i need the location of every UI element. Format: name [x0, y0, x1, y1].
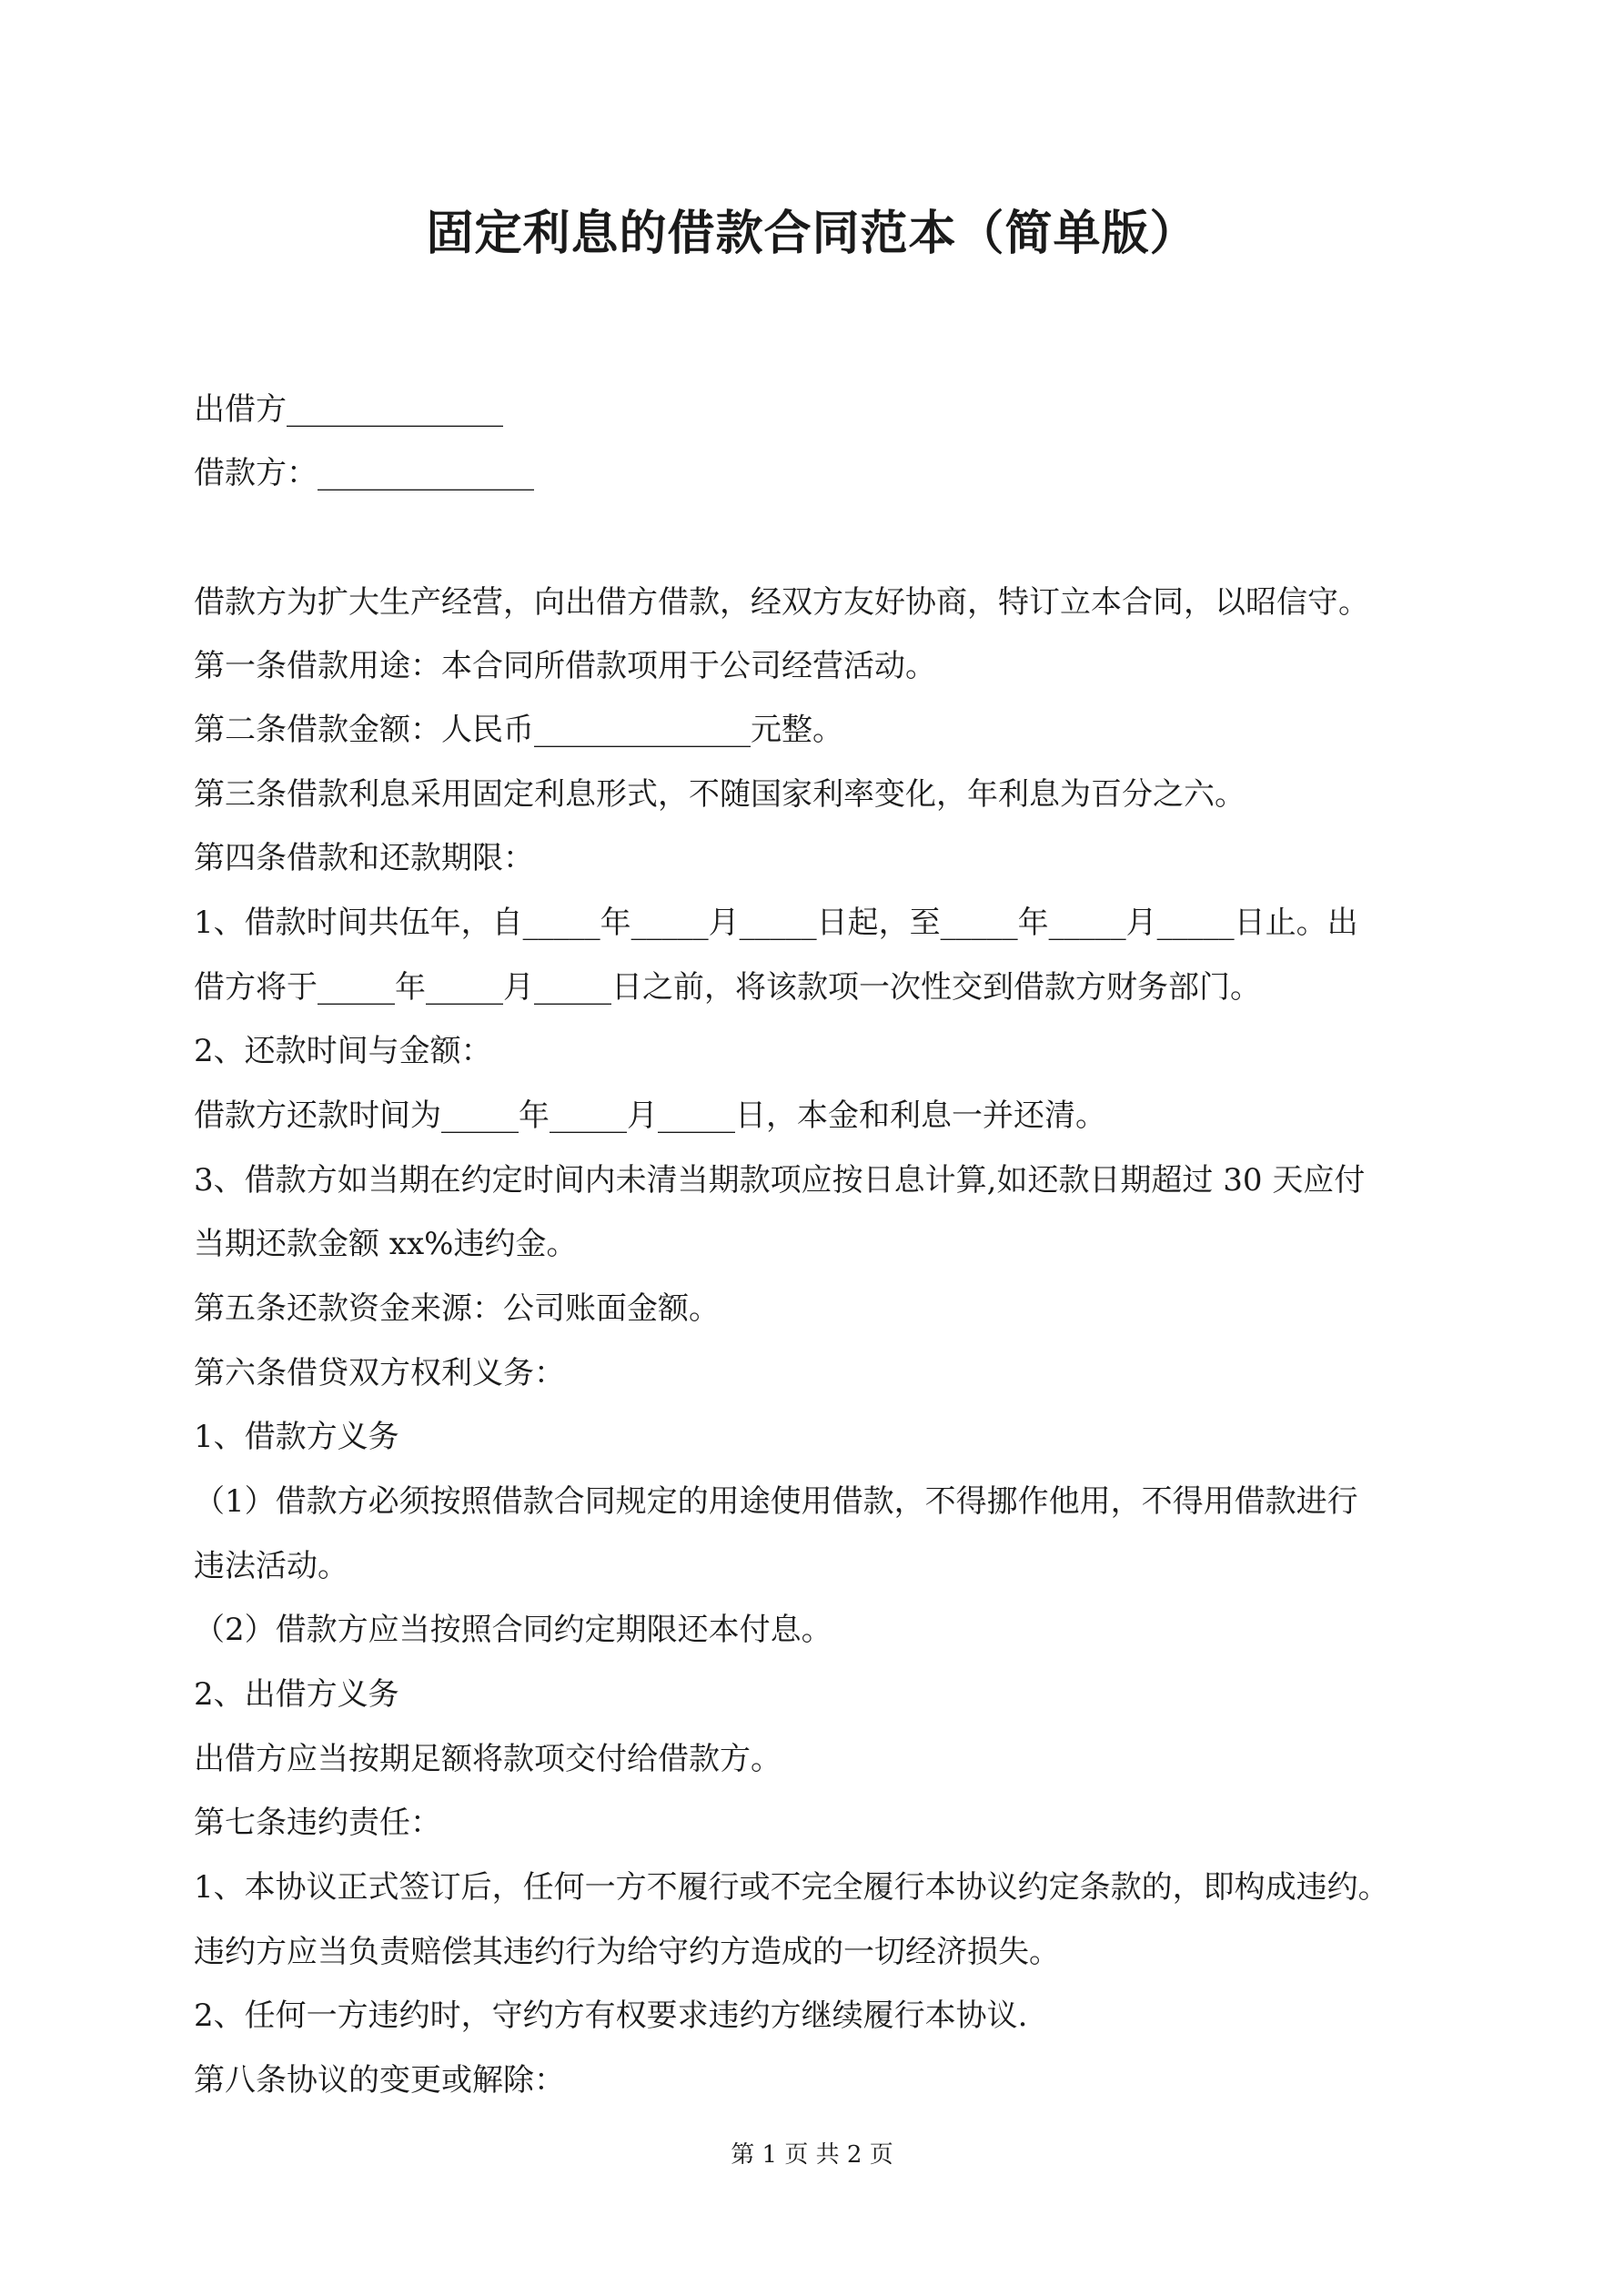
article-7-heading: 第七条违约责任： — [194, 1805, 441, 1841]
article-5: 第五条还款资金来源：公司账面金额。 — [194, 1290, 720, 1327]
article-4-clause-1: 1、借款时间共伍年，自_____年_____月_____日起，至_____年_____月_____日止。出 — [194, 905, 1358, 941]
article-6-item-2: （2）借款方应当按照合同约定期限还本付息。 — [194, 1612, 832, 1648]
article-7-clause-2: 2、任何一方违约时，守约方有权要求违约方继续履行本协议. — [194, 1998, 1028, 2034]
article-4-clause-1-cont: 借方将于_____年_____月_____日之前，将该款项一次性交到借款方财务部门。 — [194, 969, 1261, 1006]
article-1: 第一条借款用途：本合同所借款项用于公司经营活动。 — [194, 648, 936, 684]
article-4-clause-2: 2、还款时间与金额： — [194, 1033, 492, 1069]
article-6-heading: 第六条借贷双方权利义务： — [194, 1355, 565, 1391]
article-6-item-1: （1）借款方必须按照借款合同规定的用途使用借款，不得挪作他用，不得用借款进行 — [194, 1483, 1358, 1520]
article-4-clause-2-body: 借款方还款时间为_____年_____月_____日，本金和利息一并还清。 — [194, 1097, 1106, 1134]
article-7-clause-1-cont: 违约方应当负责赔偿其违约行为给守约方造成的一切经济损失。 — [194, 1934, 1060, 1970]
preamble: 借款方为扩大生产经营，向出借方借款，经双方友好协商，特订立本合同，以昭信守。 — [194, 584, 1369, 621]
article-6-clause-2-body: 出借方应当按期足额将款项交付给借款方。 — [194, 1741, 782, 1777]
article-4-heading: 第四条借款和还款期限： — [194, 840, 534, 876]
article-4-clause-3-cont: 当期还款金额 xx%违约金。 — [194, 1226, 578, 1262]
article-2: 第二条借款金额：人民币______________元整。 — [194, 712, 843, 748]
article-6-item-1-cont: 违法活动。 — [194, 1548, 348, 1584]
article-7-clause-1: 1、本协议正式签订后，任何一方不履行或不完全履行本协议约定条款的，即构成违约。 — [194, 1869, 1389, 1906]
lender-line: 出借方______________ — [194, 391, 503, 428]
document-title: 固定利息的借款合同范本（简单版） — [426, 207, 1198, 261]
article-4-clause-3: 3、借款方如当期在约定时间内未清当期款项应按日息计算,如还款日期超过 30 天应付 — [194, 1162, 1366, 1199]
article-6-clause-2: 2、出借方义务 — [194, 1676, 399, 1713]
article-8-heading: 第八条协议的变更或解除： — [194, 2062, 565, 2099]
borrower-line: 借款方：______________ — [194, 455, 534, 491]
article-3: 第三条借款利息采用固定利息形式，不随国家利率变化，年利息为百分之六。 — [194, 776, 1246, 813]
page-number: 第 1 页 共 2 页 — [731, 2141, 893, 2169]
article-6-clause-1: 1、借款方义务 — [194, 1419, 399, 1455]
